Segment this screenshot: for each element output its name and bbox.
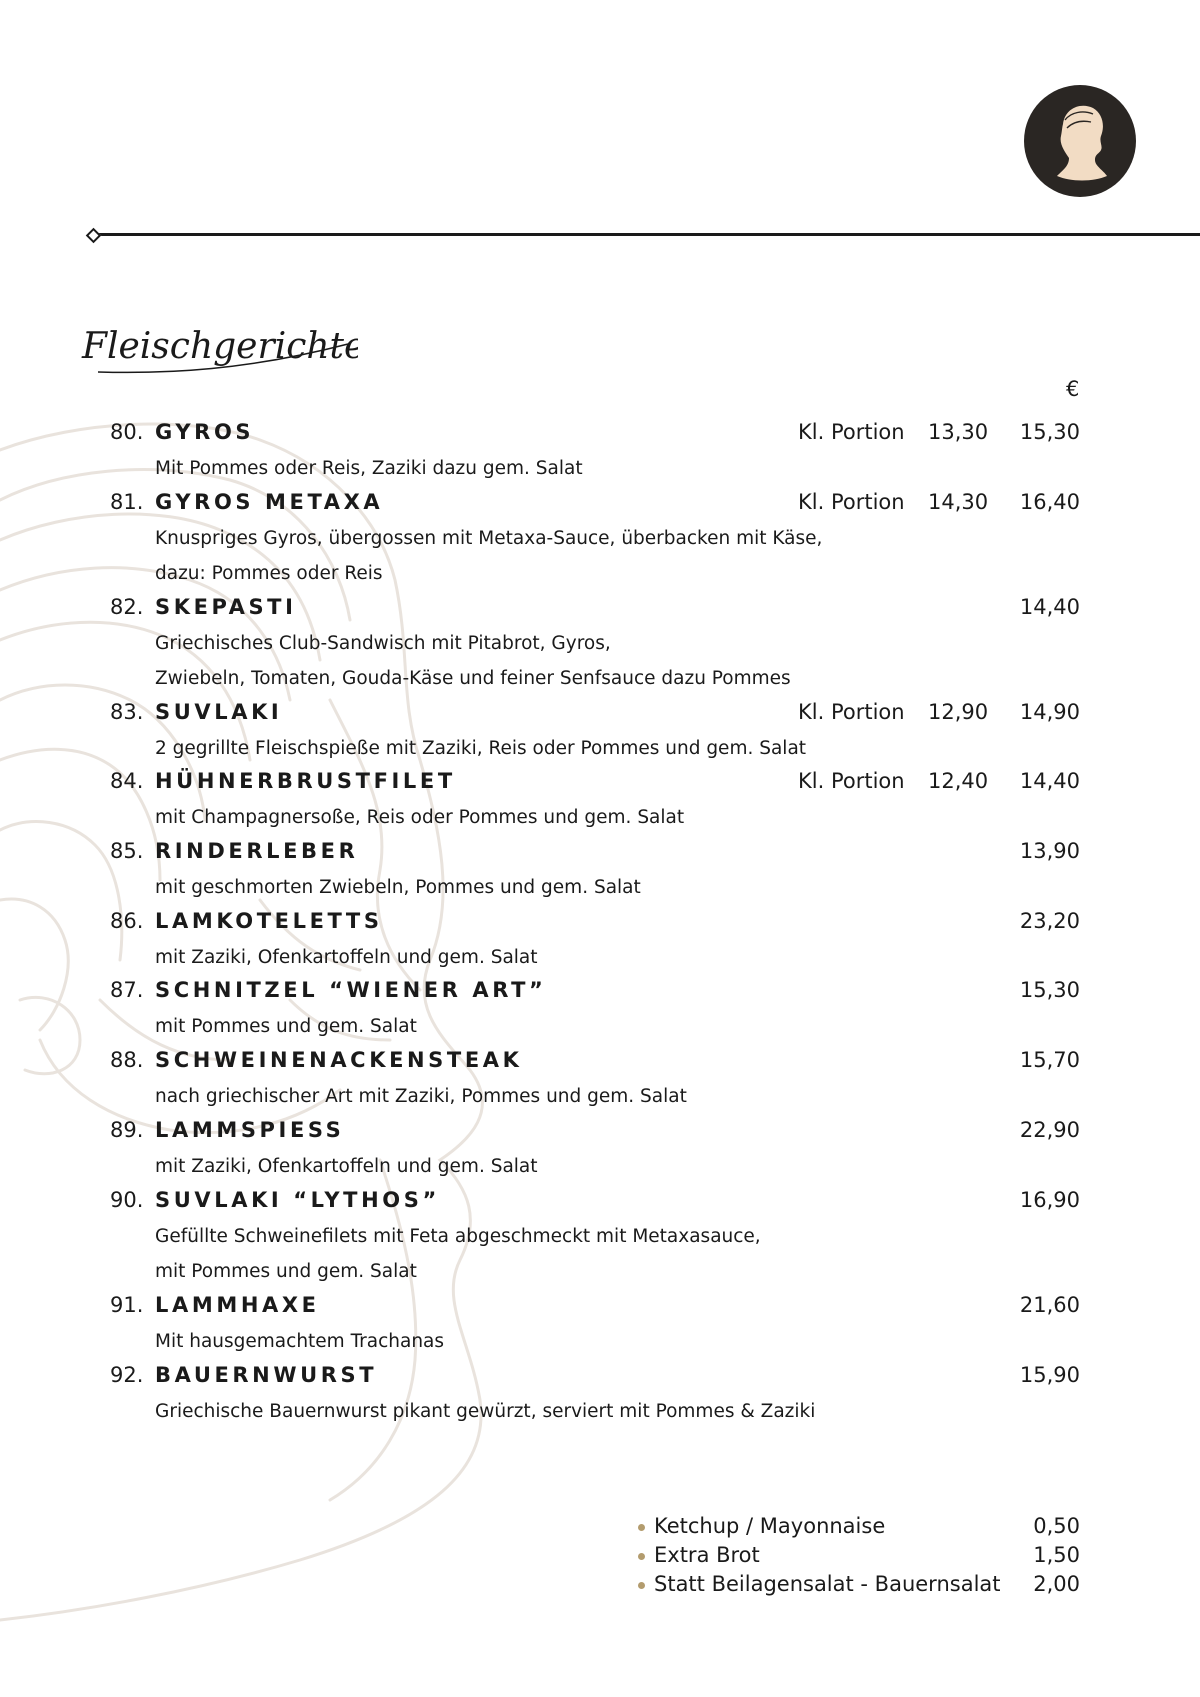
bullet-icon <box>638 1553 645 1560</box>
item-description: Griechisches Club-Sandwisch mit Pitabrot, Gyros, <box>155 633 611 654</box>
small-portion-price: 14,30 <box>928 490 989 514</box>
item-number: 80. <box>110 420 144 444</box>
item-price: 15,70 <box>1019 1048 1080 1072</box>
extra-item <box>638 1541 1080 1570</box>
item-number: 88. <box>110 1048 144 1072</box>
greek-bust-icon <box>1023 84 1137 198</box>
item-price: 23,20 <box>1019 909 1080 933</box>
item-name: RINDERLEBER <box>155 839 359 863</box>
item-name: GYROS METAXA <box>155 490 384 514</box>
item-price: 14,40 <box>1019 769 1080 793</box>
item-number: 91. <box>110 1293 144 1317</box>
small-portion-price: 12,40 <box>928 769 989 793</box>
item-price: 13,90 <box>1019 839 1080 863</box>
item-name: SCHWEINENACKENSTEAK <box>155 1048 523 1072</box>
item-name: SUVLAKI <box>155 700 283 724</box>
item-number: 89. <box>110 1118 144 1142</box>
item-description-line2: Zwiebeln, Tomaten, Gouda-Käse und feiner Senfsauce dazu Pommes <box>155 668 791 689</box>
small-portion-price: 12,90 <box>928 700 989 724</box>
item-description: Griechische Bauernwurst pikant gewürzt, serviert mit Pommes & Zaziki <box>155 1401 816 1422</box>
extra-item <box>638 1512 1080 1541</box>
small-portion-label: Kl. Portion <box>798 769 905 793</box>
item-price: 16,90 <box>1019 1188 1080 1212</box>
item-description: nach griechischer Art mit Zaziki, Pommes und gem. Salat <box>155 1086 687 1107</box>
item-description: mit Zaziki, Ofenkartoffeln und gem. Salat <box>155 947 538 968</box>
item-description: Gefüllte Schweinefilets mit Feta abgeschmeckt mit Metaxasauce, <box>155 1226 761 1247</box>
item-name: LAMMHAXE <box>155 1293 320 1317</box>
item-price: 15,30 <box>1019 978 1080 1002</box>
extras-list <box>638 1512 1080 1599</box>
item-price: 14,90 <box>1019 700 1080 724</box>
item-description: Mit Pommes oder Reis, Zaziki dazu gem. Salat <box>155 458 583 479</box>
item-description: Mit hausgemachtem Trachanas <box>155 1331 445 1352</box>
extra-price: 2,00 <box>1033 1572 1080 1596</box>
small-portion-price: 13,30 <box>928 420 989 444</box>
item-description: mit geschmorten Zwiebeln, Pommes und gem. Salat <box>155 877 641 898</box>
item-name: GYROS <box>155 420 255 444</box>
item-number: 83. <box>110 700 144 724</box>
extra-label: Ketchup / Mayonnaise <box>654 1514 886 1538</box>
item-price: 22,90 <box>1019 1118 1080 1142</box>
currency-header: € <box>1066 377 1080 401</box>
small-portion-label: Kl. Portion <box>798 420 905 444</box>
bullet-icon <box>638 1524 645 1531</box>
item-number: 90. <box>110 1188 144 1212</box>
item-description: mit Champagnersoße, Reis oder Pommes und gem. Salat <box>155 807 685 828</box>
item-name: SKEPASTI <box>155 595 297 619</box>
item-name: HÜHNERBRUSTFILET <box>155 769 456 793</box>
small-portion-label: Kl. Portion <box>798 490 905 514</box>
item-name: BAUERNWURST <box>155 1363 378 1387</box>
item-description: Knuspriges Gyros, übergossen mit Metaxa-Sauce, überbacken mit Käse, <box>155 528 823 549</box>
item-number: 87. <box>110 978 144 1002</box>
item-description: mit Zaziki, Ofenkartoffeln und gem. Salat <box>155 1156 538 1177</box>
item-number: 81. <box>110 490 144 514</box>
item-price: 14,40 <box>1019 595 1080 619</box>
item-number: 84. <box>110 769 144 793</box>
extra-price: 1,50 <box>1033 1543 1080 1567</box>
item-name: LAMKOTELETTS <box>155 909 383 933</box>
item-price: 15,90 <box>1019 1363 1080 1387</box>
item-description-line2: mit Pommes und gem. Salat <box>155 1261 417 1282</box>
small-portion-label: Kl. Portion <box>798 700 905 724</box>
extra-price: 0,50 <box>1033 1514 1080 1538</box>
item-number: 92. <box>110 1363 144 1387</box>
section-title <box>78 310 358 390</box>
header-rule <box>92 233 1200 236</box>
extra-label: Extra Brot <box>654 1543 760 1567</box>
extra-label: Statt Beilagensalat - Bauernsalat <box>654 1572 1001 1596</box>
item-name: LAMMSPIESS <box>155 1118 345 1142</box>
item-number: 85. <box>110 839 144 863</box>
item-name: SUVLAKI “LYTHOS” <box>155 1188 440 1212</box>
item-price: 15,30 <box>1019 420 1080 444</box>
item-price: 16,40 <box>1019 490 1080 514</box>
item-price: 21,60 <box>1019 1293 1080 1317</box>
item-number: 82. <box>110 595 144 619</box>
extra-item <box>638 1570 1080 1599</box>
item-number: 86. <box>110 909 144 933</box>
item-name: SCHNITZEL “WIENER ART” <box>155 978 547 1002</box>
bullet-icon <box>638 1582 645 1589</box>
item-description: 2 gegrillte Fleischspieße mit Zaziki, Reis oder Pommes und gem. Salat <box>155 738 807 759</box>
item-description: mit Pommes und gem. Salat <box>155 1016 417 1037</box>
item-description-line2: dazu: Pommes oder Reis <box>155 563 383 584</box>
section-title-text: Fleischgerichte <box>82 326 358 367</box>
